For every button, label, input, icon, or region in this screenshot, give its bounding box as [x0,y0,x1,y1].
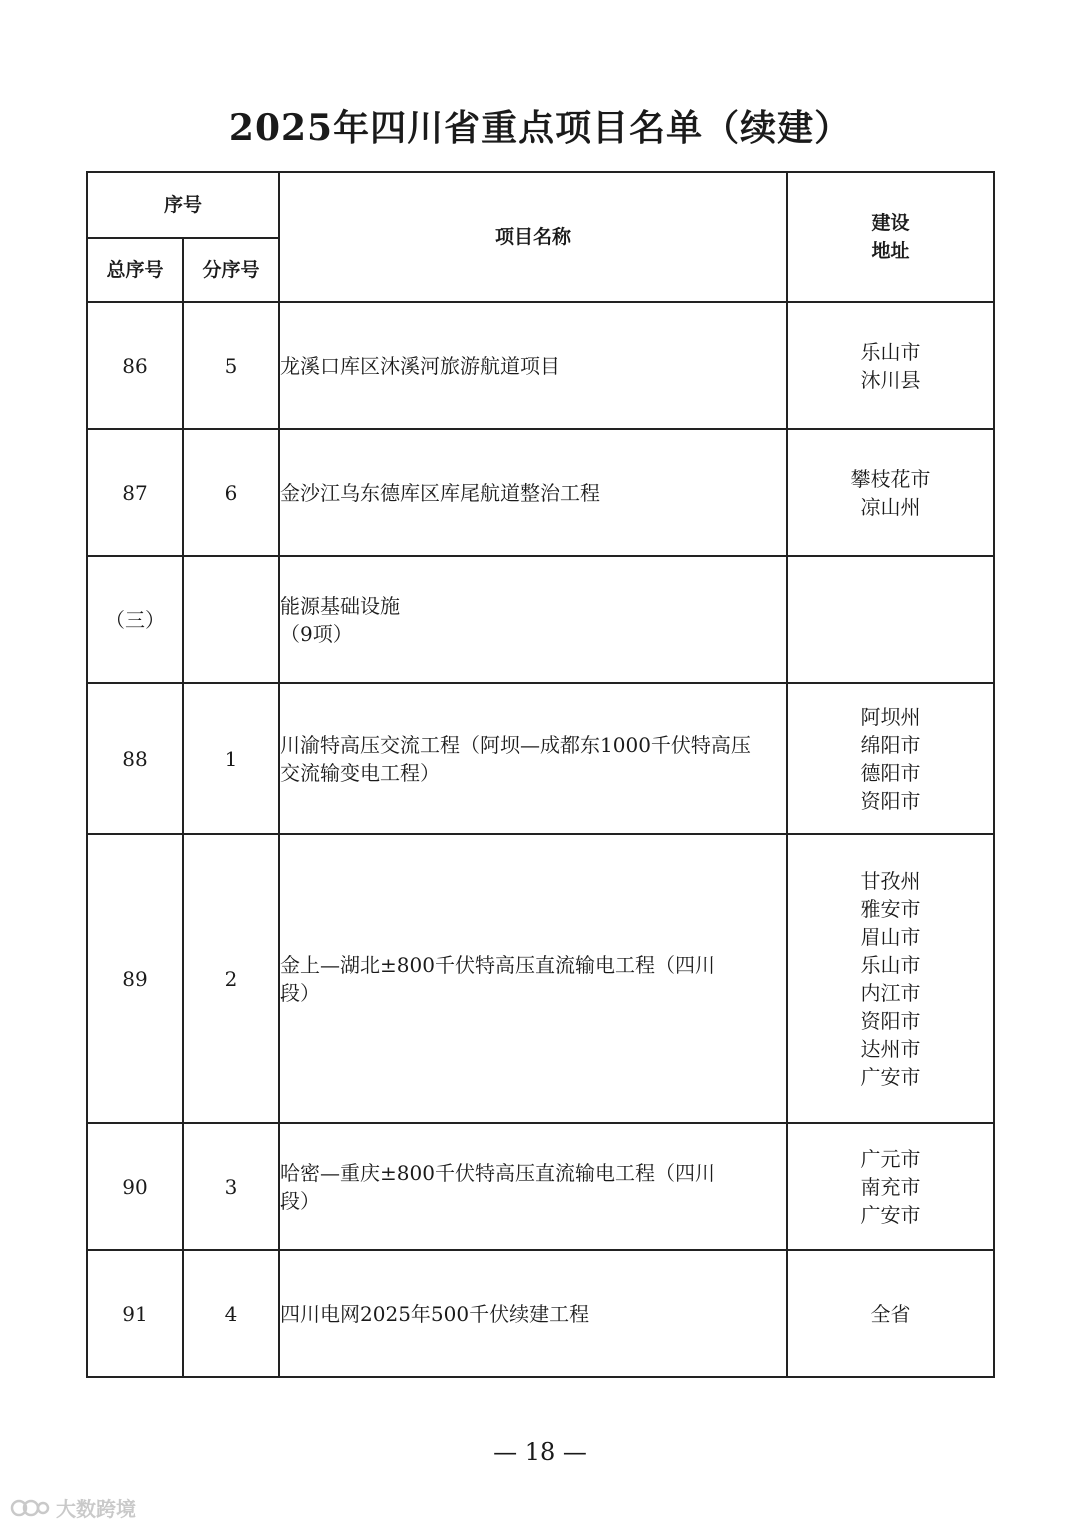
project-name-line: （9项） [280,621,353,646]
header-seq-group: 序号 [87,172,279,238]
cell-sub-seq: 5 [183,302,279,429]
project-name-line: 哈密—重庆±800千伏特高压直流输电工程（四川 [280,1160,715,1185]
cell-project-name [279,1250,787,1377]
location-line: 雅安市 [860,896,921,921]
location-line: 资阳市 [860,788,921,813]
cell-location [787,429,994,556]
location-line: 攀枝花市 [850,466,931,491]
cell-sub-seq [183,556,279,683]
project-name-line: 能源基础设施 [280,593,401,618]
location-line: 凉山州 [860,494,921,519]
cell-sub-seq: 3 [183,1123,279,1250]
table-row [87,1123,994,1250]
location-line: 眉山市 [860,924,921,949]
table-row [87,1250,994,1377]
project-name-line: 四川电网2025年500千伏续建工程 [280,1301,590,1326]
cell-location [787,556,994,683]
table-row [87,683,994,834]
cell-total-seq: （三） [87,556,183,683]
cell-location [787,1123,994,1250]
location-line: 全省 [870,1301,911,1326]
table-row [87,302,994,429]
location-line: 阿坝州 [860,704,921,729]
table-row [87,429,994,556]
header-total-seq: 总序号 [87,238,183,302]
location-line: 甘孜州 [860,868,921,893]
location-line: 广安市 [860,1064,921,1089]
project-name-line: 段） [280,1188,321,1213]
cell-total-seq: 89 [87,834,183,1123]
page-number: — 18 — [493,1438,587,1466]
project-name-line: 金上—湖北±800千伏特高压直流输电工程（四川 [280,952,715,977]
location-line: 广安市 [860,1202,921,1227]
location-line: 广元市 [860,1146,921,1171]
location-line: 南充市 [860,1174,921,1199]
cell-sub-seq: 2 [183,834,279,1123]
cell-sub-seq: 1 [183,683,279,834]
watermark-logo-icon [10,1494,50,1520]
location-line: 乐山市 [860,339,921,364]
cell-location [787,302,994,429]
table-row [87,556,994,683]
cell-total-seq: 88 [87,683,183,834]
header-location-line: 建设 [871,212,910,234]
header-location [787,172,994,302]
project-table [86,171,995,1378]
cell-project-name [279,683,787,834]
table-row [87,834,994,1123]
project-name-line: 交流输变电工程） [280,760,441,785]
page-title: 2025年四川省重点项目名单（续建） [228,107,852,149]
cell-location [787,1250,994,1377]
cell-total-seq: 86 [87,302,183,429]
cell-total-seq: 90 [87,1123,183,1250]
cell-location [787,683,994,834]
location-line: 绵阳市 [860,732,921,757]
header-project-name: 项目名称 [279,172,787,302]
cell-project-name [279,556,787,683]
cell-project-name [279,1123,787,1250]
location-line: 沐川县 [860,367,921,392]
location-line: 达州市 [860,1036,921,1061]
cell-project-name [279,429,787,556]
location-line: 乐山市 [860,952,921,977]
cell-project-name [279,302,787,429]
watermark-text: 大数跨境 [56,1496,136,1521]
cell-location [787,834,994,1123]
cell-project-name [279,834,787,1123]
project-name-line: 金沙江乌东德库区库尾航道整治工程 [280,480,601,505]
cell-sub-seq: 4 [183,1250,279,1377]
header-location-line: 地址 [871,240,910,262]
project-name-line: 川渝特高压交流工程（阿坝—成都东1000千伏特高压 [280,732,751,757]
location-line: 德阳市 [860,760,921,785]
cell-sub-seq: 6 [183,429,279,556]
location-line: 资阳市 [860,1008,921,1033]
header-sub-seq: 分序号 [183,238,279,302]
cell-total-seq: 91 [87,1250,183,1377]
watermark [10,1492,136,1522]
project-name-line: 段） [280,980,321,1005]
project-name-line: 龙溪口库区沐溪河旅游航道项目 [280,353,561,378]
cell-total-seq: 87 [87,429,183,556]
location-line: 内江市 [860,980,921,1005]
